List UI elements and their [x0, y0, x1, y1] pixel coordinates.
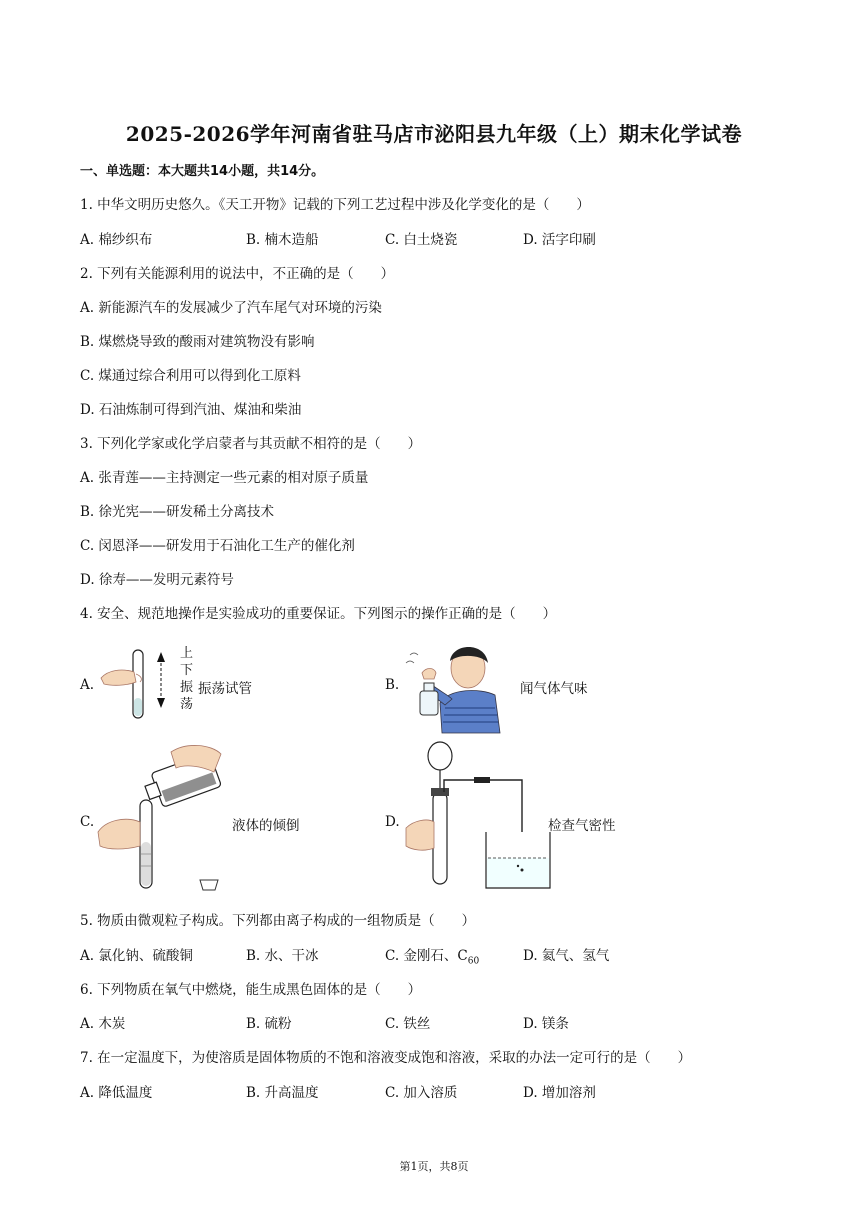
question-4-stem: 4. 安全、规范地操作是实验成功的重要保证。下列图示的操作正确的是（ ）	[80, 606, 557, 622]
shake-annotation: 上 下 振 荡	[180, 646, 194, 712]
q4-option-d-letter: D.	[385, 814, 400, 830]
q1-option-b: B. 楠木造船	[246, 232, 319, 248]
q6-option-c: C. 铁丝	[385, 1016, 431, 1032]
smell-gas-figure	[400, 633, 510, 733]
q4-option-c-label: 液体的倾倒	[232, 818, 300, 834]
question-7-stem: 7. 在一定温度下，为使溶质是固体物质的不饱和溶液变成饱和溶液，采取的办法一定可行的是（ ）	[80, 1050, 692, 1066]
q4-option-b-label: 闻气体气味	[520, 681, 588, 697]
q4-option-d-label: 检查气密性	[548, 818, 616, 834]
q2-option-d: D. 石油炼制可得到汽油、煤油和柴油	[80, 402, 302, 418]
q4-option-b-letter: B.	[385, 677, 400, 693]
q1-option-a: A. 棉纱织布	[80, 232, 153, 248]
q5-option-a: A. 氯化钠、硫酸铜	[80, 948, 193, 964]
q3-option-a: A. 张青莲——主持测定一些元素的相对原子质量	[80, 470, 369, 486]
q1-option-c: C. 白土烧瓷	[385, 232, 458, 248]
q3-option-c: C. 闵恩泽——研发用于石油化工生产的催化剂	[80, 538, 355, 554]
q4-option-a-letter: A.	[80, 677, 95, 693]
q7-option-d: D. 增加溶剂	[523, 1085, 596, 1101]
q3-option-d: D. 徐寿——发明元素符号	[80, 572, 234, 588]
section-heading: 一、单选题：本大题共14小题，共14分。	[80, 164, 325, 179]
pour-liquid-figure	[96, 742, 236, 892]
q3-option-b: B. 徐光宪——研发稀土分离技术	[80, 504, 275, 520]
airtightness-figure	[400, 740, 560, 890]
q1-option-d: D. 活字印刷	[523, 232, 596, 248]
question-1-stem: 1. 中华文明历史悠久。《天工开物》记载的下列工艺过程中涉及化学变化的是（ ）	[80, 197, 590, 213]
q6-option-b: B. 硫粉	[246, 1016, 292, 1032]
question-3-stem: 3. 下列化学家或化学启蒙者与其贡献不相符的是（ ）	[80, 436, 422, 452]
q7-option-c: C. 加入溶质	[385, 1085, 458, 1101]
question-6-stem: 6. 下列物质在氧气中燃烧，能生成黑色固体的是（ ）	[80, 982, 422, 998]
q5-option-d: D. 氦气、氢气	[523, 948, 610, 964]
q4-option-c-letter: C.	[80, 814, 95, 830]
q4-option-a-label: 振荡试管	[198, 681, 252, 697]
question-5-stem: 5. 物质由微观粒子构成。下列都由离子构成的一组物质是（ ）	[80, 913, 476, 929]
q7-option-a: A. 降低温度	[80, 1085, 153, 1101]
question-2-stem: 2. 下列有关能源利用的说法中，不正确的是（ ）	[80, 266, 395, 282]
q2-option-c: C. 煤通过综合利用可以得到化工原料	[80, 368, 301, 384]
q2-option-b: B. 煤燃烧导致的酸雨对建筑物没有影响	[80, 334, 315, 350]
page-title: 2025-2026学年河南省驻马店市泌阳县九年级（上）期末化学试卷	[125, 122, 743, 146]
page-footer: 第1页，共8页	[399, 1160, 469, 1173]
q5-option-c: C. 金刚石、$C_{60}$	[385, 948, 480, 967]
q2-option-a: A. 新能源汽车的发展减少了汽车尾气对环境的污染	[80, 300, 382, 316]
q6-option-d: D. 镁条	[523, 1016, 569, 1032]
q6-option-a: A. 木炭	[80, 1016, 126, 1032]
q7-option-b: B. 升高温度	[246, 1085, 319, 1101]
q5-option-b: B. 水、干冰	[246, 948, 319, 964]
